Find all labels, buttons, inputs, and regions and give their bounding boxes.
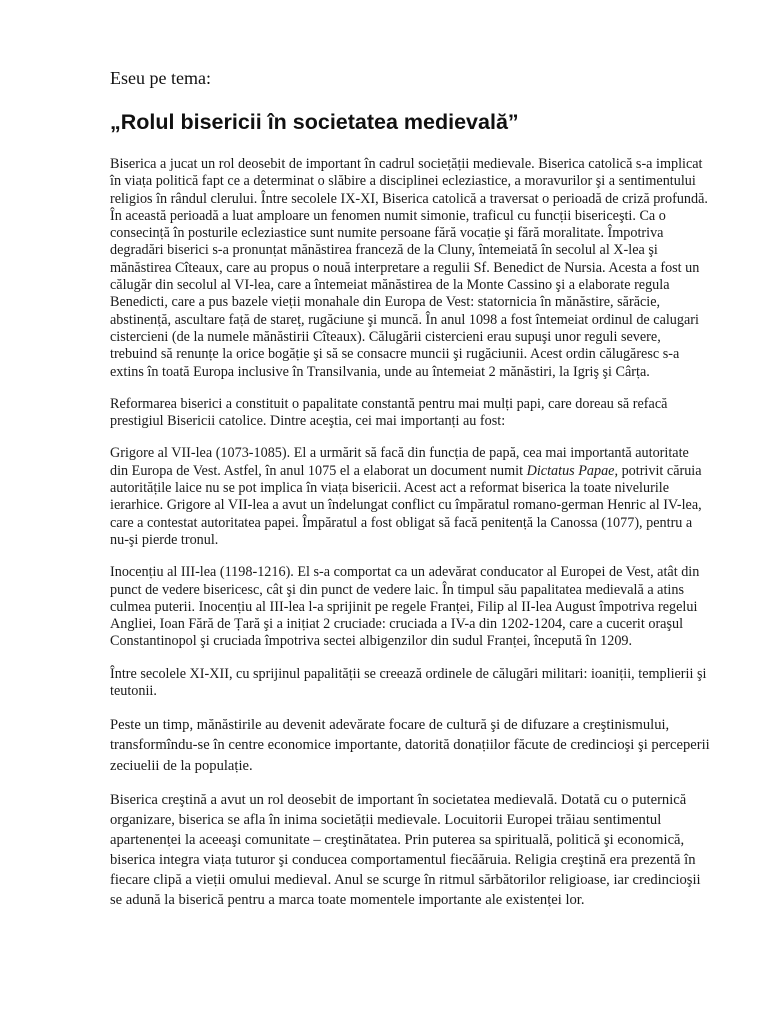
paragraph-grigore-part2: , potrivit căruia autorităṭile laice nu se pot implica în viaṭa bisericii. Acest act a reformat biserica la toate nivelurile ierarhice. Grigore al VII-lea a avut un îndelungat conflict cu împăratul romano-german Henric al IV-lea, care a contestat autoritatea papei. Împăratul a fost obligat să facă penitenṭă la Canossa (1077), pentru a nu-şi pierde tronul. (110, 462, 702, 548)
paragraph-inocentiu: Inocenṭiu al III-lea (1198-1216). El s-a comportat ca un adevărat conducator al Europei de Vest, atât din punct de vedere bisericesc, cât şi din punct de vedere laic. În timpul său papalitatea medievală a atins culmea puterii. Inocenṭiu al III-lea l-a sprijinit pe regele Franṭei, Filip al II-lea August împotriva regelui Angliei, Ioan Fără de Ṭară şi a iniṭiat 2 cruciade: cruciada a IV-a din 1202-1204, care a cucerit oraşul Constantinopol şi cruciada împotriva sectei albigenzilor din sudul Franṭei, începută în 1209. (110, 564, 700, 650)
document-page (110, 66, 710, 924)
paragraph-monasteries: Peste un timp, mănăstirile au devenit adevărate focare de cultură şi de difuzare a creştinismului, transformîndu-se în centre economice importante, datorită donaṭiilor făcute de credincioşi şi perceperii zeciuelii de la populaṭie. (110, 717, 710, 774)
paragraph-conclusion: Biserica creştină a avut un rol deosebit de important în societatea medievală. Dotată cu o puternică organizare, biserica se afla în inima societăṭii medievale. Locuitorii Europei trăiau sentimentul apartenenṭei la aceeaşi comunitate – creştinătatea. Prin puterea sa spirituală, politică şi economică, biserica integra viaṭa tuturor şi conducea comportamentul fiecăăruia. Religia creştină era prezentă în fiecare clipă a vieṭii omului medieval. Anul se scurge în ritmul sărbătorilor religioase, iar credincioşii se adună la biserică pentru a marca toate momentele importante ale existenṭei lor. (110, 791, 701, 909)
paragraph-reform: Reformarea biserici a constituit o papalitate constantă pentru mai mulṭi papi, care doreau să refacă prestigiul Bisericii catolice. Dintre aceştia, cei mai importanṭi au fost: (110, 395, 668, 430)
paragraph-grigore-part1: Grigore al VII-lea (1073-1085). El a urmărit să facă din funcṭia de papă, cea mai importantă autoritate din Europa de Vest. Astfel, în anul 1075 el a elaborat un document numit (110, 445, 689, 479)
essay-title: „Rolul bisericii în societatea medievală” (110, 110, 519, 134)
paragraph-military-orders: Între secolele XI-XII, cu sprijinul papalităṭii se creează ordinele de călugări militari: ioaniṭii, templierii şi teutonii. (110, 665, 707, 700)
essay-subtitle: Eseu pe tema: (110, 68, 211, 88)
paragraph-intro: Biserica a jucat un rol deosebit de important în cadrul socieṭăṭii medievale. Biserica catolică s-a implicat în viaṭa politică fapt ce a determinat o slăbire a disciplinei ecleziastice, a moravurilor şi a sentimentului religios în rândul clerului. Între secolele IX-XI, Biserica catolică a traversat o perioadă de criză profundă. În această perioadă a luat amploare un fenomen numit simonie, traficul cu funcṭii bisericeşti. Ca o consecinṭă în posturile ecleziastice sunt numite persoane fără vocaṭie şi fără moralitate. Împotriva degradări biserici s-a pronunṭat mănăstirea franceză de la Cluny, întemeiată în secolul al X-lea şi mănăstirea Cîteaux, care au propus o nouă interpretare a regulii Sf. Benedict de Nursia. Acesta a fost un călugăr din secolul al VI-lea, care a întemeiat mănăstirea de la Monte Cassino şi a elaborate regula Benedicti, care a pus bazele vieṭii monahale din Europa de Vest: statornicia în mănăstire, sărăcie, abstinenṭă, ascultare faṭă de stareṭ, rugăciune şi muncă. În anul 1098 a fost întemeiat ordinul de calugari cistercieni (de la numele mănăstirii Cîteaux). Călugării cistercieni erau supuşi unor reguli severe, trebuind să renunṭe la orice bogăṭie şi să se consacre muncii şi rugăciunii. Acest ordin călugăresc s-a extins în toată Europa inclusive în Transilvania, unde au întemeiat 2 mănăstiri, la Igriş şi Cârṭa. (110, 156, 708, 380)
dictatus-papae-term: Dictatus Papae (526, 462, 615, 479)
paragraph-grigore (110, 445, 710, 549)
